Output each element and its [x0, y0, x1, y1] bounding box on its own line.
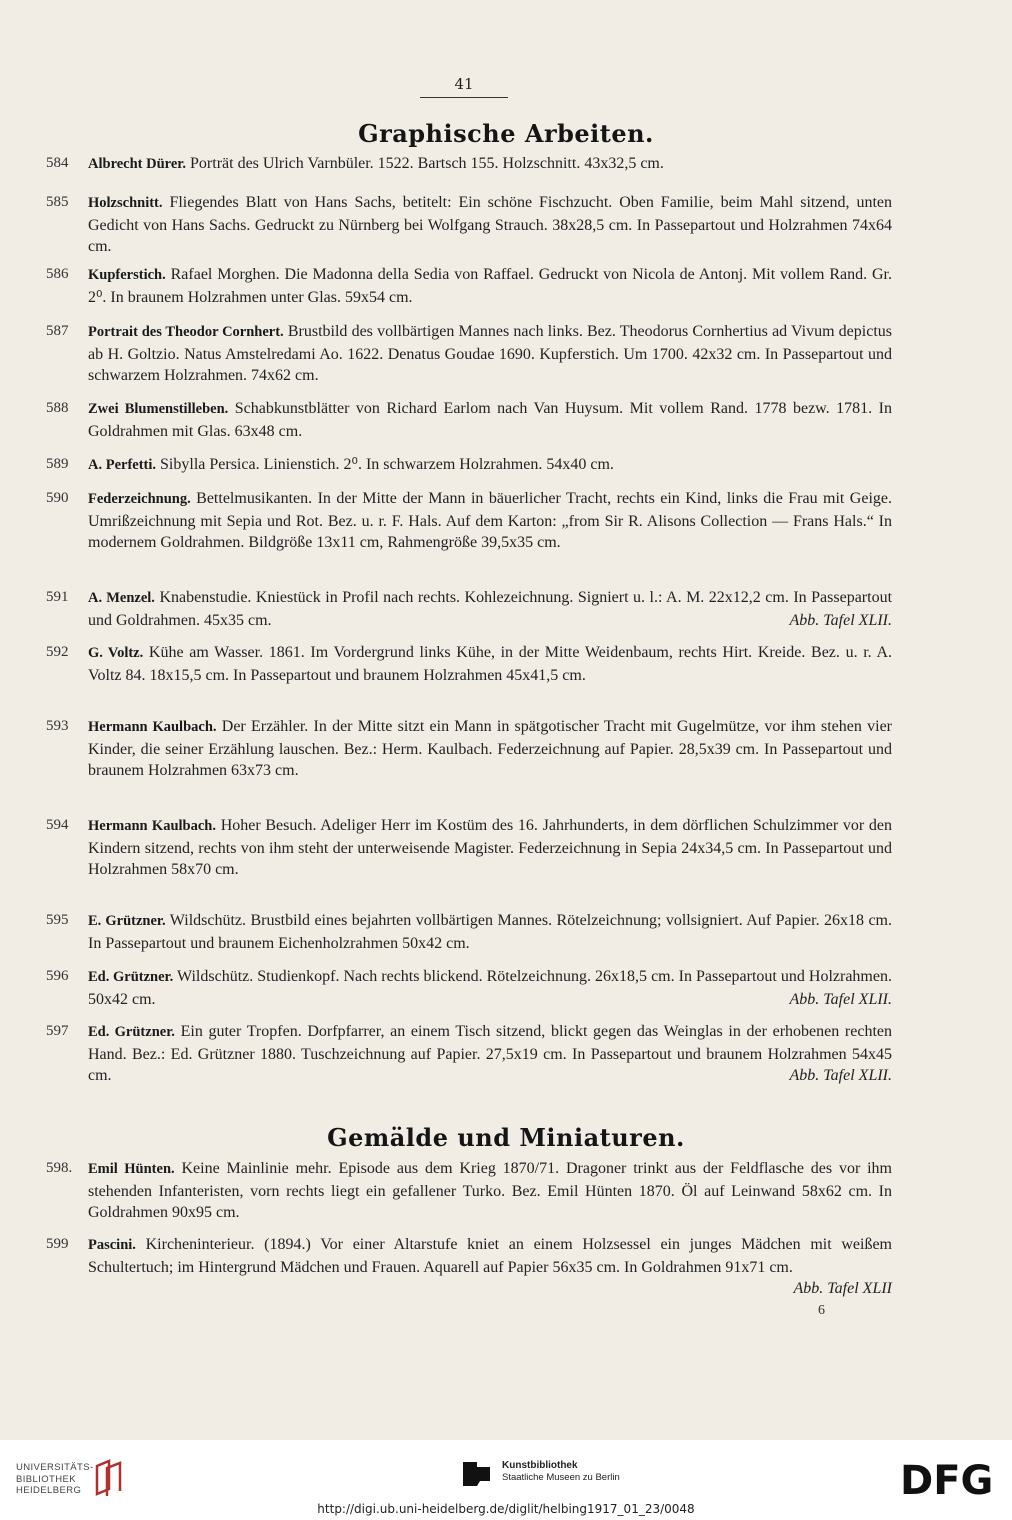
plate-reference: Abb. Tafel XLII.	[789, 611, 892, 629]
entry-text: Kühe am Wasser. 1861. Im Vordergrund links Kühe, in der Mitte Weidenbaum, rechts Hirt. Kreide. Bez. u. r. A. Voltz 84. 18x15,5 cm. In Passepartout und braunem Holzrahmen 45x41,5 cm.	[88, 644, 893, 684]
plate-reference: Abb. Tafel XLII	[793, 1280, 892, 1297]
catalog-entry	[46, 454, 892, 477]
entry-number: 588	[46, 400, 69, 416]
entry-title: Zwei Blumenstilleben.	[88, 401, 229, 417]
catalog-entry	[46, 642, 892, 686]
entry-number: 596	[46, 968, 69, 984]
ub-heidelberg-logo-icon	[93, 1458, 125, 1498]
entry-text: Wildschütz. Studienkopf. Nach rechts blickend. Rötelzeichnung. 26x18,5 cm. In Passepartout und Holzrahmen. 50x42 cm.	[88, 968, 892, 1008]
catalog-entry	[46, 192, 892, 258]
entry-number: 584	[46, 155, 69, 171]
entry-text: Knabenstudie. Kniestück in Profil nach rechts. Kohlezeichnung. Signiert u. l.: A. M. 22x12,2 cm. In Passepartout und Goldrahmen. 45x35 cm.	[88, 589, 893, 629]
ub-line: HEIDELBERG	[16, 1485, 82, 1496]
entry-number: 598.	[46, 1160, 73, 1176]
signature-mark: 6	[818, 1303, 825, 1318]
catalog-entry	[46, 398, 892, 442]
entry-number: 599	[46, 1236, 69, 1252]
entry-number: 587	[46, 323, 69, 339]
entry-title: Holzschnitt.	[88, 195, 163, 211]
ub-line: UNIVERSITÄTS-	[16, 1462, 94, 1473]
entry-text: Der Erzähler. In der Mitte sitzt ein Mann in spätgotischer Tracht mit Gugelmütze, vor ihm stehen vier Kinder, die seiner Erzählung lauschen. Bez.: Herm. Kaulbach. Federzeichnung auf Papier. 28,5x39 cm. In Passepartout und braunem Holzrahmen 63x73 cm.	[88, 718, 892, 779]
entry-number: 586	[46, 266, 69, 282]
entry-title: Emil Hünten.	[88, 1161, 175, 1177]
kunstbibliothek-logo-icon	[462, 1461, 494, 1487]
catalog-entry	[46, 815, 892, 881]
entry-number: 585	[46, 194, 69, 210]
entry-title: Hermann Kaulbach.	[88, 719, 217, 735]
entry-title: Pascini.	[88, 1237, 136, 1253]
page-number: 41	[454, 75, 474, 93]
catalog-entry	[46, 1021, 892, 1087]
entry-title: A. Menzel.	[88, 590, 155, 606]
plate-reference: Abb. Tafel XLII.	[789, 990, 892, 1008]
catalog-entry	[46, 716, 892, 782]
dfg-logo-text: DFG	[900, 1458, 994, 1502]
entry-number: 591	[46, 589, 69, 605]
section-heading-gemaelde: Gemälde und Miniaturen.	[327, 1123, 685, 1152]
entry-text: Ein guter Tropfen. Dorfpfarrer, an einem Tisch sitzend, blickt gegen das Weinglas in der erhobenen rechten Hand. Bez.: Ed. Grützner 1880. Tuschzeichnung auf Papier. 27,5x19 cm. In Passepartout und braunem Holzrahmen 54x45 cm.	[88, 1023, 892, 1084]
catalog-entry	[46, 587, 892, 631]
plate-reference: Abb. Tafel XLII.	[789, 1067, 892, 1084]
catalog-entry	[46, 1158, 892, 1224]
ub-line: BIBLIOTHEK	[16, 1473, 76, 1485]
entry-text: Sibylla Persica. Linienstich. 2⁰. In schwarzem Holzrahmen. 54x40 cm.	[160, 456, 614, 473]
permalink-url[interactable]: http://digi.ub.uni-heidelberg.de/diglit/helbing1917_01_23/0048	[317, 1502, 695, 1516]
entry-title: Kupferstich.	[88, 267, 166, 283]
entry-title: Ed. Grützner.	[88, 969, 174, 985]
catalog-entry	[46, 966, 892, 1010]
entry-title: E. Grützner.	[88, 913, 166, 929]
entry-text: Hoher Besuch. Adeliger Herr im Kostüm des 16. Jahrhunderts, in dem dörflichen Schulzimmer vor den Kindern sitzend, rechts von ihm steht der unterweisende Magister. Federzeichnung in Sepia 24x34,5 cm. In Passepartout und Holzrahmen 58x70 cm.	[88, 817, 893, 878]
entry-number: 595	[46, 912, 69, 928]
catalog-entry	[46, 264, 892, 308]
catalog-entry	[46, 488, 892, 554]
entry-title: Portrait des Theodor Cornhert.	[88, 324, 284, 340]
entry-title: A. Perfetti.	[88, 457, 157, 473]
entry-text: Porträt des Ulrich Varnbüler. 1522. Bartsch 155. Holzschnitt. 43x32,5 cm.	[190, 155, 664, 172]
entry-number: 592	[46, 644, 69, 660]
entry-text: Keine Mainlinie mehr. Episode aus dem Krieg 1870/71. Dragoner trinkt aus der Feldflasche des vor ihm stehenden Infanteristen, vorn rechts liegt ein gefallener Turko. Bez. Emil Hünten 1870. Öl auf Leinwand 58x62 cm. In Goldrahmen 90x95 cm.	[88, 1160, 893, 1221]
entry-title: Federzeichnung.	[88, 491, 191, 507]
entry-number: 590	[46, 490, 69, 506]
entry-text: Brustbild des vollbärtigen Mannes nach links. Bez. Theodorus Cornhertius ad Vivum depictus ab H. Goltzio. Natus Amstelredami Ao. 1622. Denatus Goudae 1690. Kupferstich. Um 1700. 42x32 cm. In Passepartout und schwarzem Holzrahmen. 74x62 cm.	[88, 323, 893, 384]
entry-title: Hermann Kaulbach.	[88, 818, 216, 834]
entry-text: Bettelmusikanten. In der Mitte der Mann in bäuerlicher Tracht, rechts ein Kind, links die Frau mit Geige. Umrißzeichnung mit Sepia und Rot. Bez. u. r. F. Hals. Auf dem Karton: „from Sir R. Alisons Collection — Frans Hals.“ In modernem Goldrahmen. Bildgröße 13x11 cm, Rahmengröße 39,5x35 cm.	[88, 490, 893, 551]
catalog-entry	[46, 1234, 892, 1300]
entry-title: Albrecht Dürer.	[88, 156, 187, 172]
entry-number: 594	[46, 817, 69, 833]
catalog-entry	[46, 321, 892, 387]
page-number-rule	[420, 97, 508, 98]
entry-title: G. Voltz.	[88, 645, 144, 661]
dfg-logo	[898, 1454, 998, 1502]
entry-number: 597	[46, 1023, 69, 1039]
entry-text: Fliegendes Blatt von Hans Sachs, betitelt: Ein schöne Fischzucht. Oben Familie, beim Mahl sitzend, unten Gedicht von Hans Sachs. Gedruckt zu Nürnberg bei Wolfgang Strauch. 38x28,5 cm. In Passepartout und Holzrahmen 74x64 cm.	[88, 194, 892, 255]
section-heading-graphische: Graphische Arbeiten.	[358, 119, 654, 148]
entry-text: Rafael Morghen. Die Madonna della Sedia von Raffael. Gedruckt von Nicola de Antonj. Mit vollem Rand. Gr. 2⁰. In braunem Holzrahmen unter Glas. 59x54 cm.	[88, 266, 893, 306]
kb-title: Kunstbibliothek	[502, 1460, 578, 1471]
ub-heidelberg-logo-text	[16, 1462, 94, 1497]
entry-number: 593	[46, 718, 69, 734]
entry-text: Schabkunstblätter von Richard Earlom nach Van Huysum. Mit vollem Rand. 1778 bezw. 1781. In Goldrahmen mit Glas. 63x48 cm.	[88, 400, 893, 440]
entry-number: 589	[46, 456, 69, 472]
entry-text: Wildschütz. Brustbild eines bejahrten vollbärtigen Mannes. Rötelzeichnung; vollsigniert. Auf Papier. 26x18 cm. In Passepartout und braunem Eichenholzrahmen 50x42 cm.	[88, 912, 893, 952]
kb-subtitle: Staatliche Museen zu Berlin	[502, 1472, 620, 1483]
entry-title: Ed. Grützner.	[88, 1024, 175, 1040]
catalog-entry	[46, 153, 892, 176]
kunstbibliothek-logo-text	[502, 1460, 620, 1484]
catalog-entry	[46, 910, 892, 954]
entry-text: Kircheninterieur. (1894.) Vor einer Altarstufe kniet an einem Holzsessel ein junges Mädchen mit weißem Schultertuch; im Hintergrund Mädchen und Frauen. Aquarell auf Papier 56x35 cm. In Goldrahmen 91x71 cm.	[88, 1236, 893, 1276]
